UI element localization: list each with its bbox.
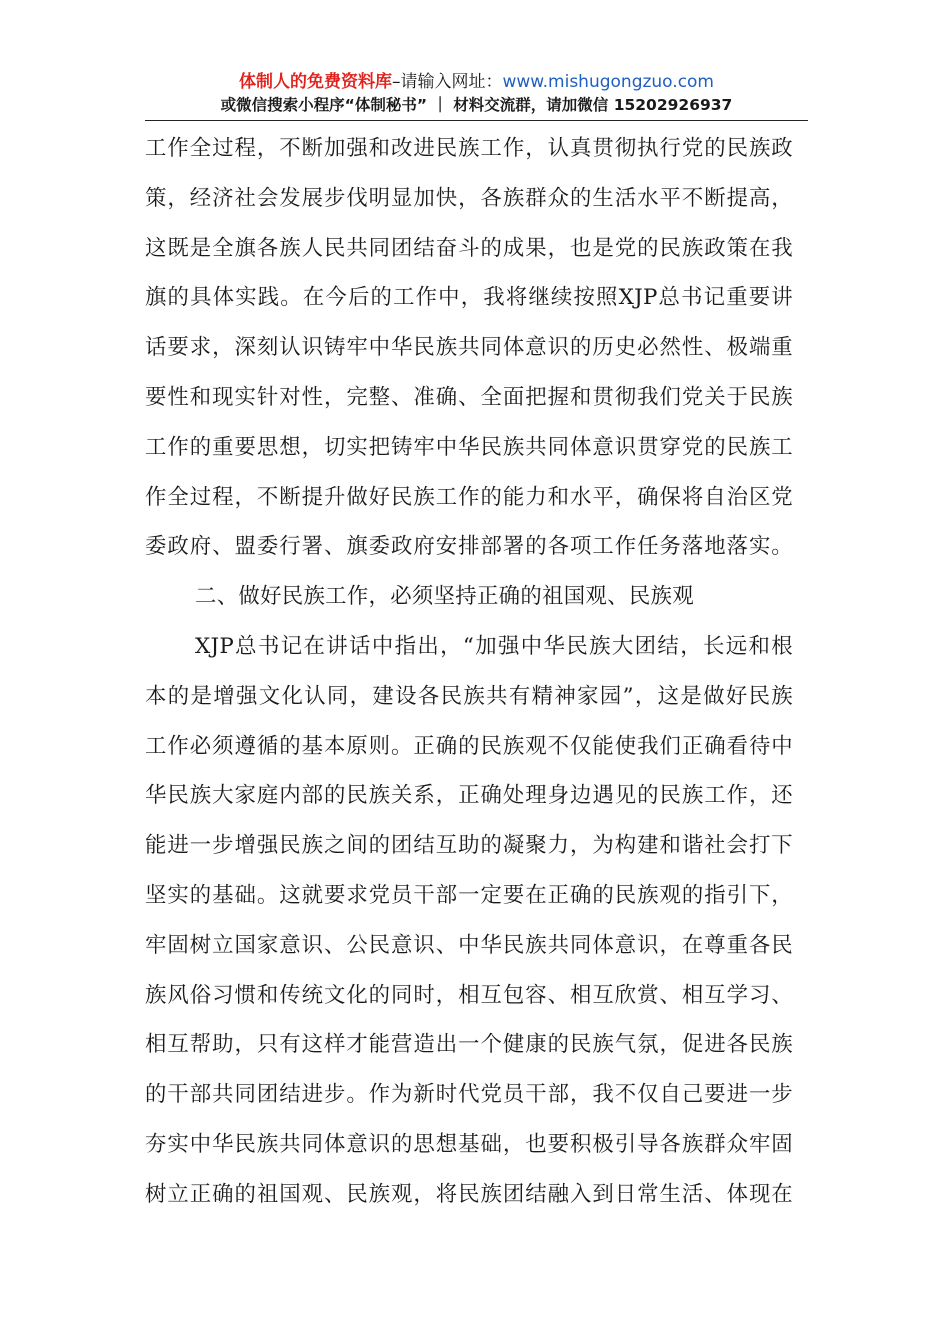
text-line: 工作必须遵循的基本原则。正确的民族观不仅能使我们正确看待中 xyxy=(145,733,793,759)
page-header xyxy=(145,70,808,116)
text-line: 相互帮助，只有这样才能营造出一个健康的民族气氛，促进各民族 xyxy=(145,1032,793,1058)
text-line: 坚实的基础。这就要求党员干部一定要在正确的民族观的指引下， xyxy=(145,882,793,908)
header-url-link[interactable]: www.mishugongzuo.com xyxy=(502,72,714,92)
text-line: 树立正确的祖国观、民族观，将民族团结融入到日常生活、体现在 xyxy=(145,1181,793,1207)
text-line: 华民族大家庭内部的民族关系，正确处理身边遇见的民族工作，还 xyxy=(145,783,793,809)
document-body xyxy=(145,124,793,1220)
header-line-1 xyxy=(145,70,808,94)
section-heading: 二、做好民族工作，必须坚持正确的祖国观、民族观 xyxy=(195,584,694,610)
text-line: 要性和现实针对性，完整、准确、全面把握和贯彻我们党关于民族 xyxy=(145,384,793,410)
header-line-2: 或微信搜索小程序“体制秘书” ｜ 材料交流群，请加微信 15202926937 xyxy=(220,96,733,114)
text-line: 工作全过程，不断加强和改进民族工作，认真贯彻执行党的民族政 xyxy=(145,136,793,161)
header-divider xyxy=(145,120,808,121)
text-line: 牢固树立国家意识、公民意识、中华民族共同体意识，在尊重各民 xyxy=(145,932,793,958)
text-line: 工作的重要思想，切实把铸牢中华民族共同体意识贯穿党的民族工 xyxy=(145,434,793,460)
text-line: 族风俗习惯和传统文化的同时，相互包容、相互欣赏、相互学习、 xyxy=(145,982,793,1008)
text-line: 本的是增强文化认同，建设各民族共有精神家园”，这是做好民族 xyxy=(145,683,793,709)
text-line: 的干部共同团结进步。作为新时代党员干部，我不仅自己要进一步 xyxy=(145,1082,793,1108)
text-line: 能进一步增强民族之间的团结互助的凝聚力，为构建和谐社会打下 xyxy=(145,833,793,859)
text-line: 这既是全旗各族人民共同团结奋斗的成果，也是党的民族政策在我 xyxy=(145,235,793,261)
paragraph-2 xyxy=(145,622,793,1220)
text-line: 作全过程，不断提升做好民族工作的能力和水平，确保将自治区党 xyxy=(145,484,793,510)
paragraph-1 xyxy=(145,124,793,572)
header-prompt: –请输入网址： xyxy=(391,72,503,92)
text-line: XJP总书记在讲话中指出，“加强中华民族大团结，长远和根 xyxy=(195,633,793,659)
text-line: 夯实中华民族共同体意识的思想基础，也要积极引导各族群众牢固 xyxy=(145,1131,793,1157)
text-line: 旗的具体实践。在今后的工作中，我将继续按照XJP总书记重要讲 xyxy=(145,285,793,311)
text-line: 委政府、盟委行署、旗委政府安排部署的各项工作任务落地落实。 xyxy=(145,534,793,560)
header-brand: 体制人的免费资料库 xyxy=(238,72,392,92)
text-line: 话要求，深刻认识铸牢中华民族共同体意识的历史必然性、极端重 xyxy=(145,335,793,361)
text-line: 策，经济社会发展步伐明显加快，各族群众的生活水平不断提高， xyxy=(145,185,793,211)
